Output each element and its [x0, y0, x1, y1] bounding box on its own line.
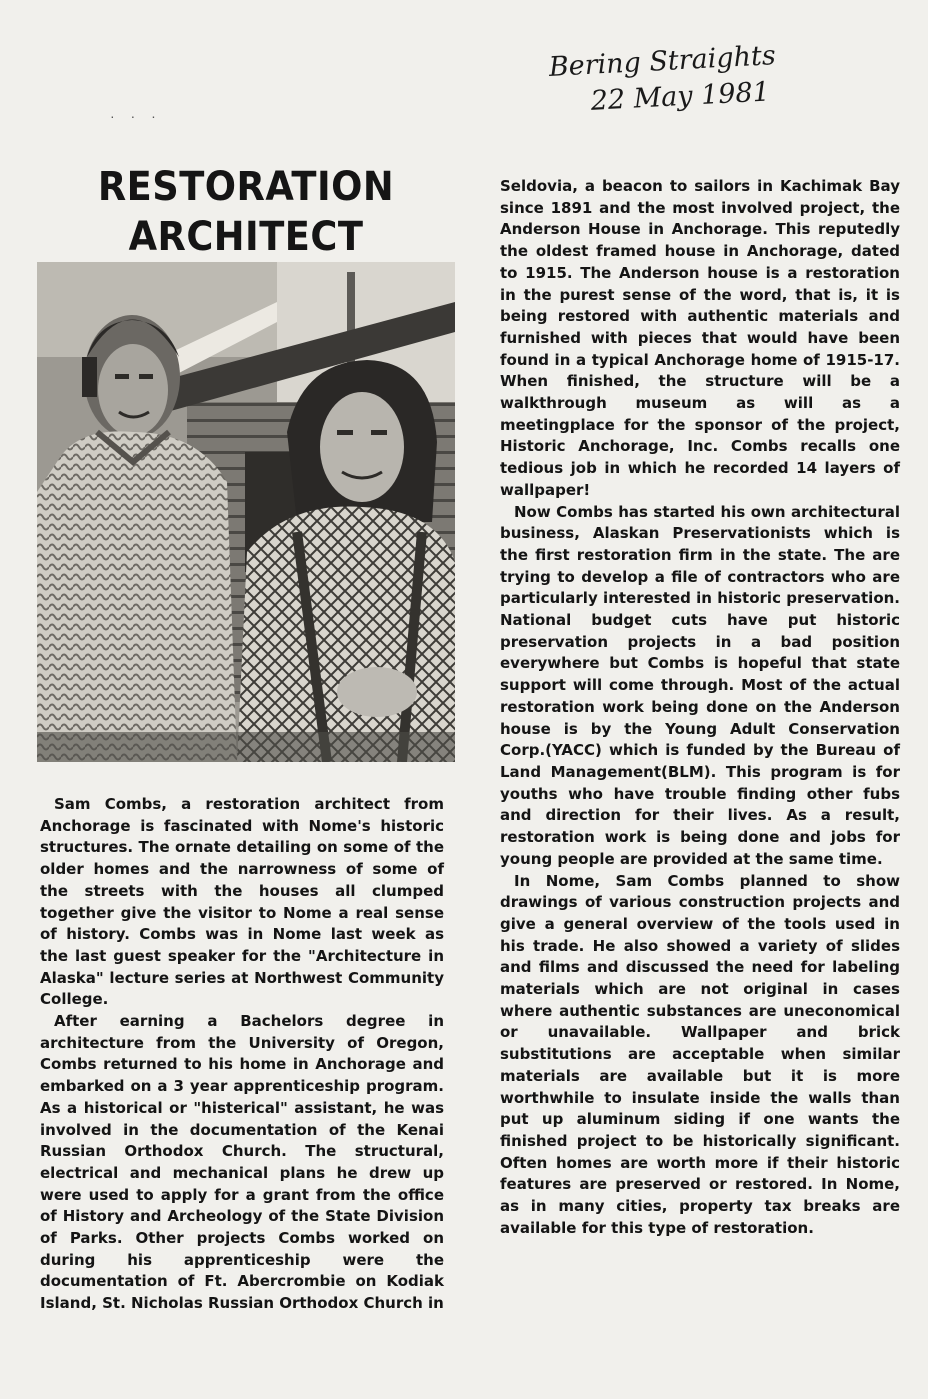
annotation-publication: Bering Straights — [548, 40, 777, 83]
article-paragraph: Now Combs has started his own architectural business, Alaskan Preservationists which is the first restoration firm in the state. The are trying to develop a file of contractors who are particularly interested in historic preservation. National budget cuts have put historic preservation projects in a bad position everywhere but Combs is hopeful that state support will come through. Most of the actual restoration work being done on the Anderson house is by the Young Adult Conservation Corp.(YACC) which is funded by the Bureau of Land Management(BLM). This program is for youths who have trouble finding other fubs and direction for their lives. As a result, restoration work is being done and jobs for young people are provided at the same time. — [500, 502, 900, 868]
article-paragraph: Sam Combs, a restoration architect from Anchorage is fascinated with Nome's historic structures. The ornate detailing on some of the older homes and the narrowness of some of the streets with the houses all clumped together give the visitor to Nome a real sense of history. Combs was in Nome last week as the last guest speaker for the "Architecture in Alaska" lecture series at Northwest Community College. — [40, 795, 444, 1009]
article-paragraph: In Nome, Sam Combs planned to show drawings of various construction projects and give a general overview of the tools used in his trade. He also showed a variety of slides and films and discussed the need for labeling materials which are not original in cases where authentic substances are uneconomical or unavailable. Wallpaper and brick substitutions are acceptable when similar materials are available but it is more worthwhile to insulate inside the walls than put up aluminum siding if one wants the finished project to be historically significant. Often homes are worth more if their historic features are preserved or restored. In Nome, as in many cities, property tax breaks are available for this type of restoration. — [500, 871, 900, 1237]
article-paragraph: After earning a Bachelors degree in architecture from the University of Oregon, Combs returned to his home in Anchorage and embarked on a 3 year apprenticeship program. As a historical or "histerical" assistant, he was involved in the documentation of the Kenai Russian Orthodox Church. The structural, electrical and mechanical plans he drew up were used to apply for a grant from the office of History and Archeology of the State Division of Parks. Other projects Combs worked on during his apprenticeship were the documentation of Ft. Abercrombie on Kodiak Island, St. Nicholas Russian Orthodox Church in — [40, 1012, 444, 1313]
article-column-right — [500, 176, 900, 1239]
headline-line-2: ARCHITECT — [128, 214, 364, 260]
article-paragraph: Seldovia, a beacon to sailors in Kachimak Bay since 1891 and the most involved project, the Anderson House in Anchorage. This reputedly the oldest framed house in Anchorage, dated to 1915. The Anderson house is a restoration in the purest sense of the word, that is, it is being restored with authentic materials and furnished with pieces that would have been found in a typical Anchorage home of 1915-17. When finished, the structure will be a walkthrough museum as will as a meetingplace for the sponsor of the project, Historic Anchorage, Inc. Combs recalls one tedious job in which he recorded 14 layers of wallpaper! — [500, 177, 900, 499]
article-column-left — [40, 794, 444, 1315]
photo-illustration — [37, 262, 455, 762]
annotation-date: 22 May 1981 — [589, 76, 771, 117]
handwritten-annotation — [548, 34, 851, 122]
paper-specks: · · · — [110, 108, 162, 124]
headline-line-1: RESTORATION — [97, 164, 395, 210]
article-photo — [37, 262, 455, 762]
article-headline — [56, 162, 435, 262]
